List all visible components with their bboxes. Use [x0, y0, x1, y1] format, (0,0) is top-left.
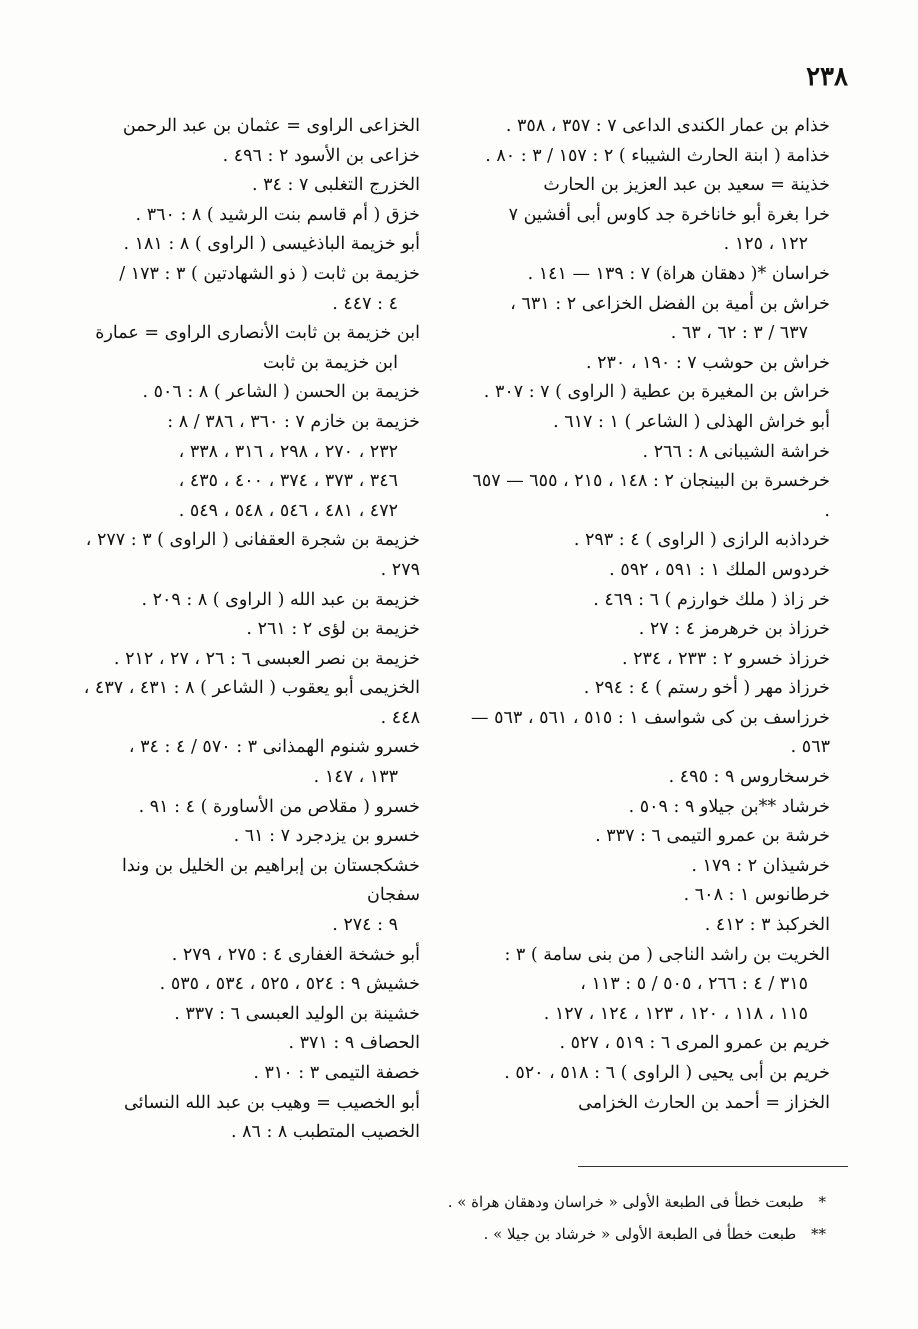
index-entry: خرزاسف بن كى شواسف ١ : ٥١٥ ، ٥٦١ ، ٥٦٣ — ٥٦٣ . — [471, 707, 830, 758]
index-entry: خرطانوس ١ : ٦٠٨ . — [683, 885, 830, 906]
footnote-divider — [578, 1166, 848, 1167]
index-entry-continuation: ١١٥ ، ١١٨ ، ١٢٠ ، ١٢٣ ، ١٢٤ ، ١٢٧ . — [543, 1003, 808, 1024]
index-entry: خرزاذ مهر ( أخو رستم ) ٤ : ٢٩٤ . — [583, 678, 830, 699]
index-entry: الخركبذ ٣ : ٤١٢ . — [704, 915, 830, 936]
index-entry: خر زاذ ( ملك خوارزم ) ٦ : ٤٦٩ . — [593, 589, 830, 610]
index-entry: خسرو بن يزدجرد ٧ : ٦١ . — [233, 826, 420, 847]
index-entry-continuation: ١٢٢ ، ١٢٥ . — [723, 234, 808, 255]
index-entry: خشيش ٩ : ٥٢٤ ، ٥٢٥ ، ٥٣٤ ، ٥٣٥ . — [159, 974, 420, 995]
index-entry-continuation: ٩ : ٢٧٤ . — [332, 915, 398, 936]
index-entry: خرشة بن عمرو التيمى ٦ : ٣٣٧ . — [595, 826, 830, 847]
index-entry: خزاعى بن الأسود ٢ : ٤٩٦ . — [222, 145, 420, 166]
index-entry: الخزاز = أحمد بن الحارث الخزامى — [578, 1092, 830, 1113]
index-entry: خرداذبه الرازى ( الراوى ) ٤ : ٢٩٣ . — [573, 530, 830, 551]
index-entry-continuation: ٣١٥ / ٤ : ٢٦٦ ، ٥٠٥ / ٥ : ١١٣ ، — [580, 974, 808, 995]
index-entry: الخزرج التغلبى ٧ : ٣٤ . — [252, 175, 420, 196]
index-entry: الخزاعى الراوى = عثمان بن عبد الرحمن — [122, 116, 420, 136]
footnote-marker: * — [818, 1193, 826, 1211]
index-entry: أبو خشخة الغفارى ٤ : ٢٧٥ ، ٢٧٩ . — [171, 944, 420, 965]
index-entry: الخريت بن راشد الناجى ( من بنى سامة ) ٣ : — [504, 944, 830, 965]
index-entry: خذامة ( ابنة الحارث الشيباء ) ٢ : ١٥٧ / ٣ : ٨٠ . — [485, 145, 830, 166]
index-entry: خزق ( أم قاسم بنت الرشيد ) ٨ : ٣٦٠ . — [135, 204, 420, 225]
index-entry-continuation: ابن خزيمة بن ثابت — [262, 352, 398, 373]
index-entry: خشكجستان بن إبراهيم بن الخليل بن وندا سفجان — [121, 855, 420, 906]
index-entry: خزيمة بن ثابت ( ذو الشهادتين ) ٣ : ١٧٣ / — [119, 263, 420, 284]
index-entry-continuation: ٣٤٦ ، ٣٧٣ ، ٣٧٤ ، ٤٠٠ ، ٤٣٥ ، — [178, 471, 398, 492]
index-entry: خسرو ( مقلاص من الأساورة ) ٤ : ٩١ . — [138, 796, 420, 817]
index-entry: خشينة بن الوليد العبسى ٦ : ٣٣٧ . — [174, 1003, 420, 1024]
footnotes — [126, 1186, 826, 1250]
index-entry: خراشة الشيبانى ٨ : ٢٦٦ . — [642, 441, 830, 462]
index-entry-continuation: ١٣٣ ، ١٤٧ . — [313, 767, 398, 788]
footnote-text: طبعت خطأ فى الطبعة الأولى « خراسان ودهقان هراة » . — [447, 1193, 804, 1211]
index-entry: خزيمة بن شجرة العقفانى ( الراوى ) ٣ : ٢٧٧ ، ٢٧٩ . — [85, 530, 420, 580]
index-entry: خرزاذ بن خرهرمز ٤ : ٢٧ . — [638, 619, 830, 640]
index-entry-continuation: ٢٣٢ ، ٢٧٠ ، ٢٩٨ ، ٣١٦ ، ٣٣٨ ، — [178, 441, 398, 462]
index-column-left — [68, 112, 420, 1148]
index-entry: خراش بن أمية بن الفضل الخزاعى ٢ : ٦٣١ ، — [510, 293, 830, 314]
index-entry: خردوس الملك ١ : ٥٩١ ، ٥٩٢ . — [609, 559, 830, 580]
index-entry: خزيمة بن الحسن ( الشاعر ) ٨ : ٥٠٦ . — [142, 382, 420, 403]
index-entry: خذام بن عمار الكندى الداعى ٧ : ٣٥٧ ، ٣٥٨ . — [505, 116, 830, 136]
index-entry: خزيمة بن لؤى ٢ : ٢٦١ . — [246, 619, 420, 640]
index-entry-continuation: ٤ : ٤٤٧ . — [332, 293, 398, 314]
footnote-marker: ** — [811, 1225, 826, 1243]
index-entry: خرزاذ خسرو ٢ : ٢٣٣ ، ٢٣٤ . — [621, 648, 830, 669]
index-entry: خرخسرة بن البينجان ٢ : ١٤٨ ، ٢١٥ ، ٦٥٥ — ٦٥٧ . — [472, 471, 830, 521]
index-entry: خرا بغرة أبو خاناخرة جد كاوس أبى أفشين ٧ — [508, 204, 830, 225]
index-entry: خذينة = سعيد بن عبد العزيز بن الحارث — [543, 175, 830, 196]
index-entry: خصفة التيمى ٣ : ٣١٠ . — [253, 1063, 420, 1083]
footnote-text: طبعت خطأ فى الطبعة الأولى « خرشاد بن جيلا » . — [483, 1225, 797, 1243]
index-entry-continuation: ٦٣٧ / ٣ : ٦٢ ، ٦٣ . — [670, 323, 808, 344]
index-entry: خزيمة بن خازم ٧ : ٣٦٠ ، ٣٨٦ / ٨ : — [167, 411, 420, 432]
index-entry: خزيمة بن عبد الله ( الراوى ) ٨ : ٢٠٩ . — [141, 589, 420, 610]
index-entry: خسرو شنوم الهمذانى ٣ : ٥٧٠ / ٤ : ٣٤ ، — [128, 737, 420, 758]
page-number: ٢٣٨ — [806, 62, 848, 92]
index-entry: الحصاف ٩ : ٣٧١ . — [288, 1033, 420, 1054]
index-entry: أبو خراش الهذلى ( الشاعر ) ١ : ٦١٧ . — [553, 411, 830, 432]
footnote — [126, 1186, 826, 1218]
index-entry-continuation: ٤٧٢ ، ٤٨١ ، ٥٤٦ ، ٥٤٨ ، ٥٤٩ . — [178, 500, 398, 521]
index-entry: ابن خزيمة بن ثابت الأنصارى الراوى = عمارة — [95, 323, 420, 344]
index-entry: الخزيمى أبو يعقوب ( الشاعر ) ٨ : ٤٣١ ، ٤٣٧ ، ٤٤٨ . — [83, 678, 420, 728]
index-entry: خراش بن المغيرة بن عطية ( الراوى ) ٧ : ٣٠٧ . — [483, 382, 830, 403]
index-entry: أبو الخصيب = وهيب بن عبد الله النسائى — [124, 1092, 420, 1113]
index-entry: الخصيب المتطبب ٨ : ٨٦ . — [230, 1122, 420, 1143]
index-entry: خراش بن حوشب ٧ : ١٩٠ ، ٢٣٠ . — [585, 352, 830, 373]
index-entry: أبو خزيمة الباذغيسى ( الراوى ) ٨ : ١٨١ . — [123, 234, 420, 255]
index-entry: خريم بن عمرو المرى ٦ : ٥١٩ ، ٥٢٧ . — [559, 1033, 830, 1054]
index-entry: خرشيذان ٢ : ١٧٩ . — [691, 855, 830, 876]
index-entry: خرسخاروس ٩ : ٤٩٥ . — [668, 767, 830, 788]
index-entry: خزيمة بن نصر العبسى ٦ : ٢٦ ، ٢٧ ، ٢١٢ . — [113, 648, 420, 669]
index-entry: خراسان *( دهقان هراة) ٧ : ١٣٩ — ١٤١ . — [527, 263, 830, 284]
index-column-right — [462, 112, 830, 1118]
index-entry: خرشاد **بن جيلاو ٩ : ٥٠٩ . — [628, 796, 830, 817]
index-entry: خريم بن أبى يحيى ( الراوى ) ٦ : ٥١٨ ، ٥٢٠ . — [504, 1063, 830, 1083]
footnote — [126, 1218, 826, 1250]
